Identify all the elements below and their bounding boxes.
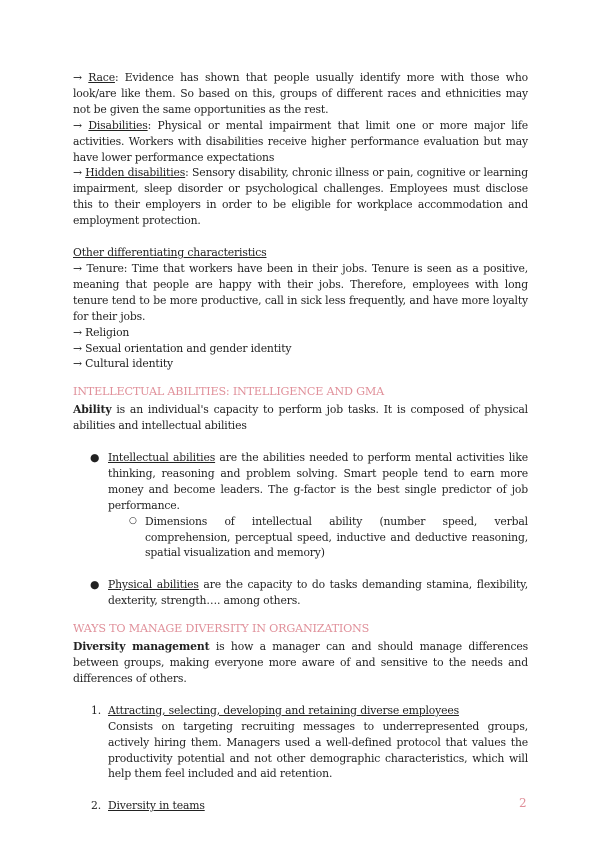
page-number: 2 — [519, 796, 527, 810]
intellectual-abilities-term: Intellectual abilities — [108, 451, 216, 465]
disabilities-term: Disabilities — [88, 118, 148, 132]
ability-paragraph: Ability is an individual's capacity to perform job tasks. It is composed of physical abilities and intellectual abilities — [73, 403, 528, 433]
numbered-item-2-title: 2. Diversity in teams — [91, 799, 205, 813]
diversity-management-term: Diversity management — [73, 640, 210, 654]
race-term: Race — [88, 71, 115, 84]
bullet-icon: ● — [90, 578, 100, 592]
hollow-bullet-icon: ○ — [129, 515, 137, 526]
numbered-item-1-text: Consists on targeting recruiting messages to underrepresented groups, actively hiring them. Managers used a well-defined protocol that values the productivity potential and not other demographic characteristics, which will help them feel included and aid retention. — [108, 719, 528, 781]
race-paragraph: → Race: Evidence has shown that people usually identify more with those who look/are like them. So based on this, groups of different races and ethnicities may not be given the same opportunities as the rest. — [73, 71, 528, 116]
dimensions-subbullet: ○ Dimensions of intellectual ability (number speed, verbal comprehension, perceptual speed, inductive and deductive reasoning, spatial visualization and memory) — [129, 514, 528, 560]
sexual-orientation-line: → Sexual orientation and gender identity — [73, 341, 292, 355]
diversity-management-paragraph: Diversity management is how a manager can and should manage differences between groups, making everyone more aware of and sensitive to the needs and differences of others. — [73, 640, 529, 685]
other-characteristics-title: Other differentiating characteristics — [73, 246, 267, 260]
numbered-item-1-title: 1. Attracting, selecting, developing and retaining diverse employees — [91, 703, 459, 717]
ability-term: Ability — [73, 403, 112, 417]
disabilities-paragraph: → Disabilities: Physical or mental impairment that limit one or more major life activities. Workers with disabilities receive higher performance evaluation but may have lower performance expectations — [73, 118, 528, 164]
physical-abilities-bullet: ● Physical abilities are the capacity to do tasks demanding stamina, flexibility, dexterity, strength…. among others. — [90, 578, 528, 608]
tenure-paragraph: → Tenure: Time that workers have been in their jobs. Tenure is seen as a positive, meaning that people are happy with their jobs. Therefore, employees with long tenure tend to be more productive, call in sick less frequently, and have more loyalty for their jobs. — [73, 261, 528, 323]
cultural-identity-line: → Cultural identity — [73, 357, 174, 371]
bullet-icon: ● — [90, 451, 100, 465]
hidden-disabilities-term: Hidden disabilities — [85, 166, 186, 180]
physical-abilities-term: Physical abilities — [108, 578, 199, 592]
page-content — [73, 70, 528, 814]
intellectual-abilities-heading: INTELLECTUAL ABILITIES: INTELLIGENCE AND GMA — [73, 385, 384, 399]
intellectual-abilities-bullet: ● Intellectual abilities are the abilities needed to perform mental activities like thinking, reasoning and problem solving. Smart people tend to earn more money and become leaders. The g-factor is the best single predictor of job performance. — [90, 451, 528, 512]
hidden-disabilities-paragraph: → Hidden disabilities: Sensory disability, chronic illness or pain, cognitive or learning impairment, sleep disorder or psychological challenges. Employees must disclose this to their employers in order to be eligible for workplace accommodation and employment protection. — [73, 166, 528, 228]
religion-line: → Religion — [73, 325, 130, 339]
diversity-heading: WAYS TO MANAGE DIVERSITY IN ORGANIZATIONS — [73, 622, 370, 636]
